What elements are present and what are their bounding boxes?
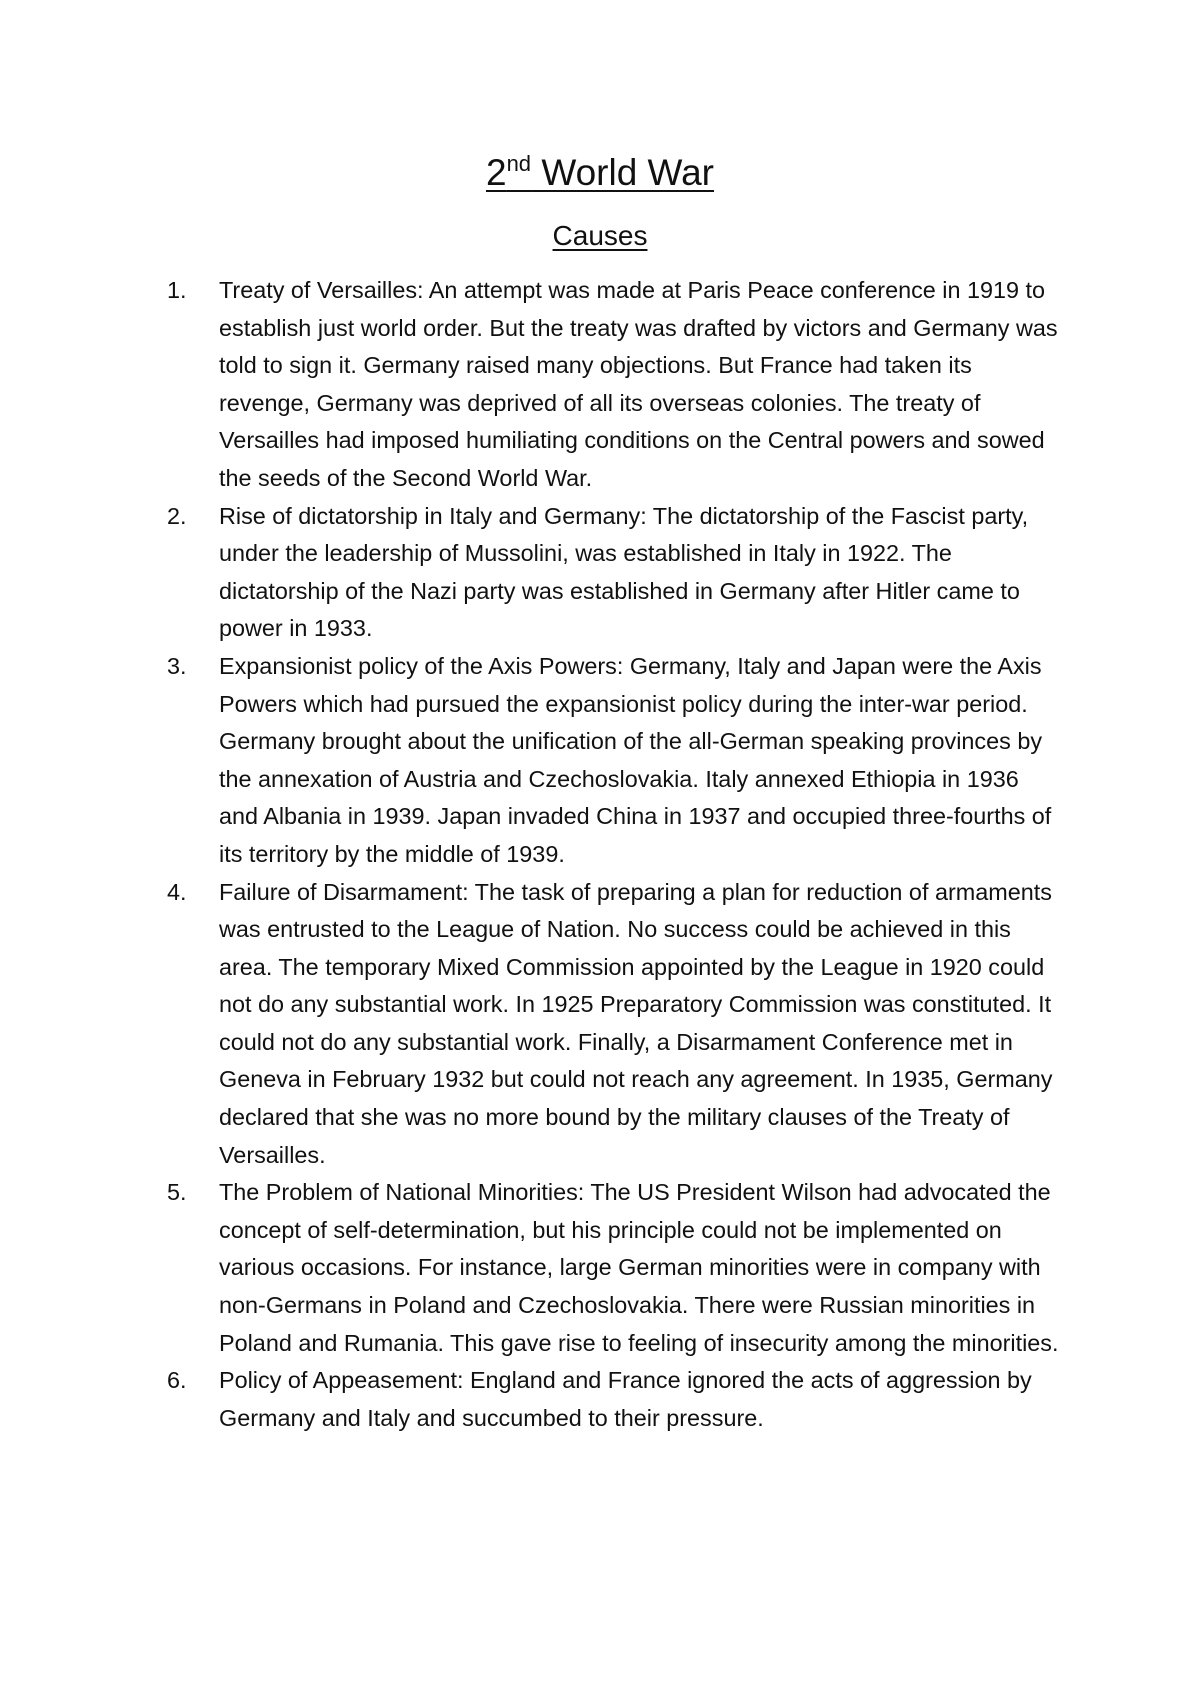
list-item <box>162 272 1062 498</box>
section-heading-text: Causes <box>552 220 648 251</box>
title-prefix: 2 <box>485 152 507 193</box>
list-item-number: 6. <box>167 1367 187 1394</box>
causes-list <box>162 272 1062 1437</box>
list-item-number: 3. <box>167 652 187 679</box>
list-item <box>162 648 1062 874</box>
title-rest: World War <box>531 152 715 193</box>
list-item-text: The Problem of National Minorities: The US President Wilson had advocated the concept of self-determination, but his principle could not be implemented on various occasions. For instance, large German minorities were in company with non-Germans in Poland and Czechoslovakia. There were Russian minorities in Poland and Rumania. This gave rise to feeling of insecurity among the minorities. <box>219 1179 1059 1356</box>
title-text <box>486 152 714 193</box>
list-item <box>162 874 1062 1175</box>
list-item-number: 2. <box>167 502 187 529</box>
title-superscript: nd <box>506 151 532 176</box>
list-item <box>162 498 1062 648</box>
list-item-number: 4. <box>167 878 187 905</box>
section-heading <box>0 216 1200 256</box>
list-item-text: Rise of dictatorship in Italy and Germany: The dictatorship of the Fascist party, under the leadership of Mussolini, was established in Italy in 1922. The dictatorship of the Nazi party was established in Germany after Hitler came to power in 1933. <box>219 502 1029 642</box>
document-title <box>0 148 1200 198</box>
list-item <box>162 1174 1062 1362</box>
list-item-text: Failure of Disarmament: The task of preparing a plan for reduction of armaments was entrusted to the League of Nation. No success could be achieved in this area. The temporary Mixed Commission appointed by the League in 1920 could not do any substantial work. In 1925 Preparatory Commission was constituted. It could not do any substantial work. Finally, a Disarmament Conference met in Geneva in February 1932 but could not reach any agreement. In 1935, Germany declared that she was no more bound by the military clauses of the Treaty of Versailles. <box>219 878 1053 1168</box>
list-item-text: Treaty of Versailles: An attempt was made at Paris Peace conference in 1919 to establish just world order. But the treaty was drafted by victors and Germany was told to sign it. Germany raised many objections. But France had taken its revenge, Germany was deprived of all its overseas colonies. The treaty of Versailles had imposed humiliating conditions on the Central powers and sowed the seeds of the Second World War. <box>219 277 1058 491</box>
list-item <box>162 1362 1062 1437</box>
list-item-text: Expansionist policy of the Axis Powers: Germany, Italy and Japan were the Axis Powers which had pursued the expansionist policy during the inter-war period. Germany brought about the unification of the all-German speaking provinces by the annexation of Austria and Czechoslovakia. Italy annexed Ethiopia in 1936 and Albania in 1939. Japan invaded China in 1937 and occupied three-fourths of its territory by the middle of 1939. <box>219 652 1052 867</box>
list-item-number: 5. <box>167 1179 187 1206</box>
list-item-number: 1. <box>167 277 187 303</box>
list-item-text: Policy of Appeasement: England and France ignored the acts of aggression by Germany and Italy and succumbed to their pressure. <box>219 1367 1032 1431</box>
